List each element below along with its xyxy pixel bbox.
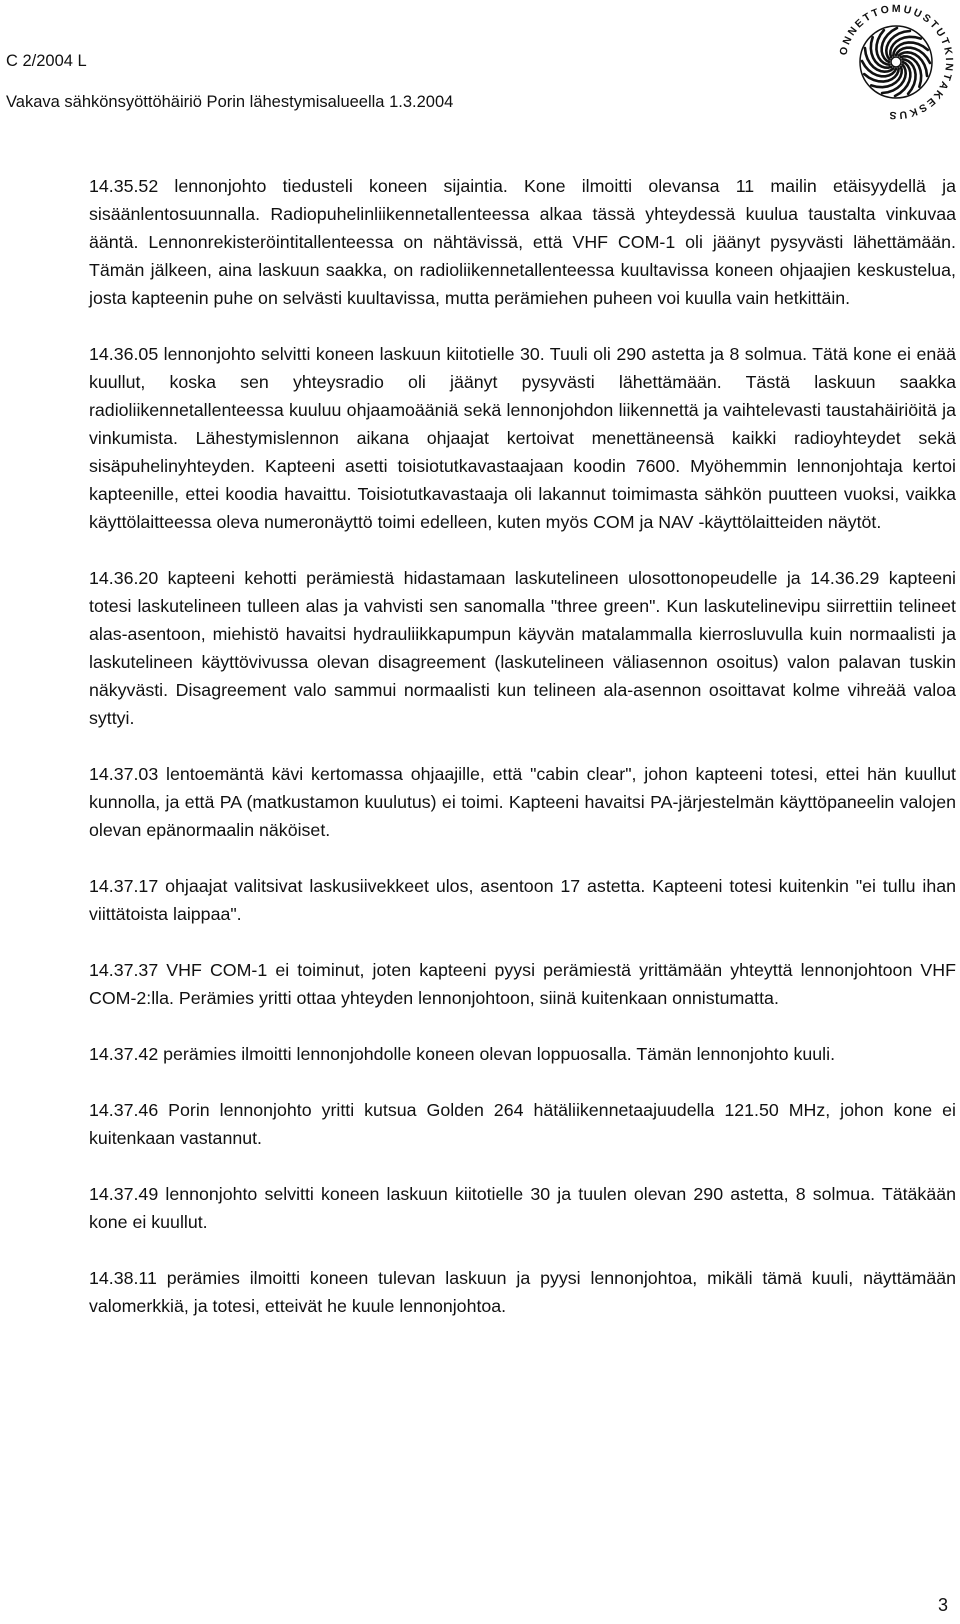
page-number: 3: [938, 1595, 949, 1615]
paragraph-1437-17: 14.37.17 ohjaajat valitsivat laskusiivekkeet ulos, asentoon 17 astetta. Kapteeni totesi kuitenkin "ei tullu ihan viittätoista laippaa".: [89, 876, 956, 924]
document-body: [89, 172, 956, 1348]
paragraph-1437-42: 14.37.42 perämies ilmoitti lennonjohdolle koneen olevan loppuosalla. Tämän lennonjohto kuuli.: [89, 1044, 836, 1064]
report-code: C 2/2004 L: [6, 52, 87, 70]
paragraph-1436-05: 14.36.05 lennonjohto selvitti koneen laskuun kiitotielle 30. Tuuli oli 290 astetta ja 8 solmua. Tätä kone ei enää kuullut, koska sen yhteysradio oli jäänyt pysyvästi lähettämään. Tästä laskuun saakka radioliikennetallenteessa kuuluu ohjaamoääniä sekä lennonjohdon liikennettä ja vaihtelevasti taustahäiriöitä ja vinkumista. Lähestymislennon aikana ohjaajat kertoivat menettäneensä kaikki radioyhteydet sekä sisäpuhelinyhteyden. Kapteeni asetti toisiotutkavastaajaan koodin 7600. Myöhemmin lennonjohtaja kertoi kapteenille, ettei koodia havaittu. Toisiotutkavastaaja oli lakannut toimimasta sähkön puutteen vuoksi, vaikka käyttölaitteessa oleva numeronäyttö toimi edelleen, kuten myös COM ja NAV -käyttölaitteiden näytöt.: [89, 344, 956, 532]
paragraph-1437-37: 14.37.37 VHF COM-1 ei toiminut, joten kapteeni pyysi perämiestä yrittämään yhteyttä lennonjohtoon VHF COM-2:lla. Perämies yritti ottaa yhteyden lennonjohtoon, siinä kuitenkaan onnistumatta.: [89, 960, 956, 1008]
paragraph-1435: 14.35.52 lennonjohto tiedusteli koneen sijaintia. Kone ilmoitti olevansa 11 mailin etäisyydellä ja sisäänlentosuunnalla. Radiopuhelinliikennetallenteessa alkaa tässä yhteydessä kuulua taustalta vinkuvaa ääntä. Lennonrekisteröintitallenteessa on nähtävissä, että VHF COM-1 oli jäänyt pysyvästi lähettämään. Tämän jälkeen, aina laskuun saakka, on radioliikennetallenteessa kuultavissa koneen ohjaajien keskustelua, josta kapteenin puhe on selvästi kuultavissa, mutta perämiehen puheen voi kuulla vain hetkittäin.: [89, 176, 956, 308]
paragraph-1437-46: 14.37.46 Porin lennonjohto yritti kutsua Golden 264 hätäliikennetaajuudella 121.50 MHz, johon kone ei kuitenkaan vastannut.: [89, 1100, 956, 1148]
paragraph-1437-03: 14.37.03 lentoemäntä kävi kertomassa ohjaajille, että "cabin clear", johon kapteeni totesi, ettei hän kuullut kunnolla, ja että PA (matkustamon kuulutus) ei toimi. Kapteeni havaitsi PA-järjestelmän käyttöpaneelin valojen olevan epänormaalin näköiset.: [89, 764, 956, 840]
paragraph-1437-49: 14.37.49 lennonjohto selvitti koneen laskuun kiitotielle 30 ja tuulen olevan 290 astetta, 8 solmua. Tätäkään kone ei kuullut.: [89, 1184, 956, 1232]
seal-ring-text: ONNETTOMUUSTUTKINTAKESKUS: [837, 2, 956, 122]
report-title: Vakava sähkönsyöttöhäiriö Porin lähestymisalueella 1.3.2004: [6, 93, 454, 111]
paragraph-1438-11: 14.38.11 perämies ilmoitti koneen tulevan laskuun ja pyysi lennonjohtoa, mikäli tämä kuuli, näyttämään valomerkkiä, ja totesi, etteivät he kuule lennonjohtoa.: [89, 1268, 956, 1316]
investigation-centre-seal-icon: [836, 2, 956, 122]
seal-graphic: [836, 2, 956, 122]
document-header: [6, 50, 453, 113]
paragraph-1436-20: 14.36.20 kapteeni kehotti perämiestä hidastamaan laskutelineen ulosottonopeudelle ja 14.36.29 kapteeni totesi laskutelineen tulleen alas ja vahvisti sen sanomalla "three green". Kun laskutelinevipu siirrettiin telineet alas-asentoon, miehistö havaitsi hydrauliikkapumpun käyvän matalammalla kierrosluvulla kuin normaalisti ja laskutelineen käyttövivussa olevan disagreement (laskutelineen väliasennon osoitus) valon palavan tuskin näkyvästi. Disagreement valo sammui normaalisti kun telineen ala-asennon osoittavat kolme vihreää valoa syttyi.: [89, 568, 956, 728]
